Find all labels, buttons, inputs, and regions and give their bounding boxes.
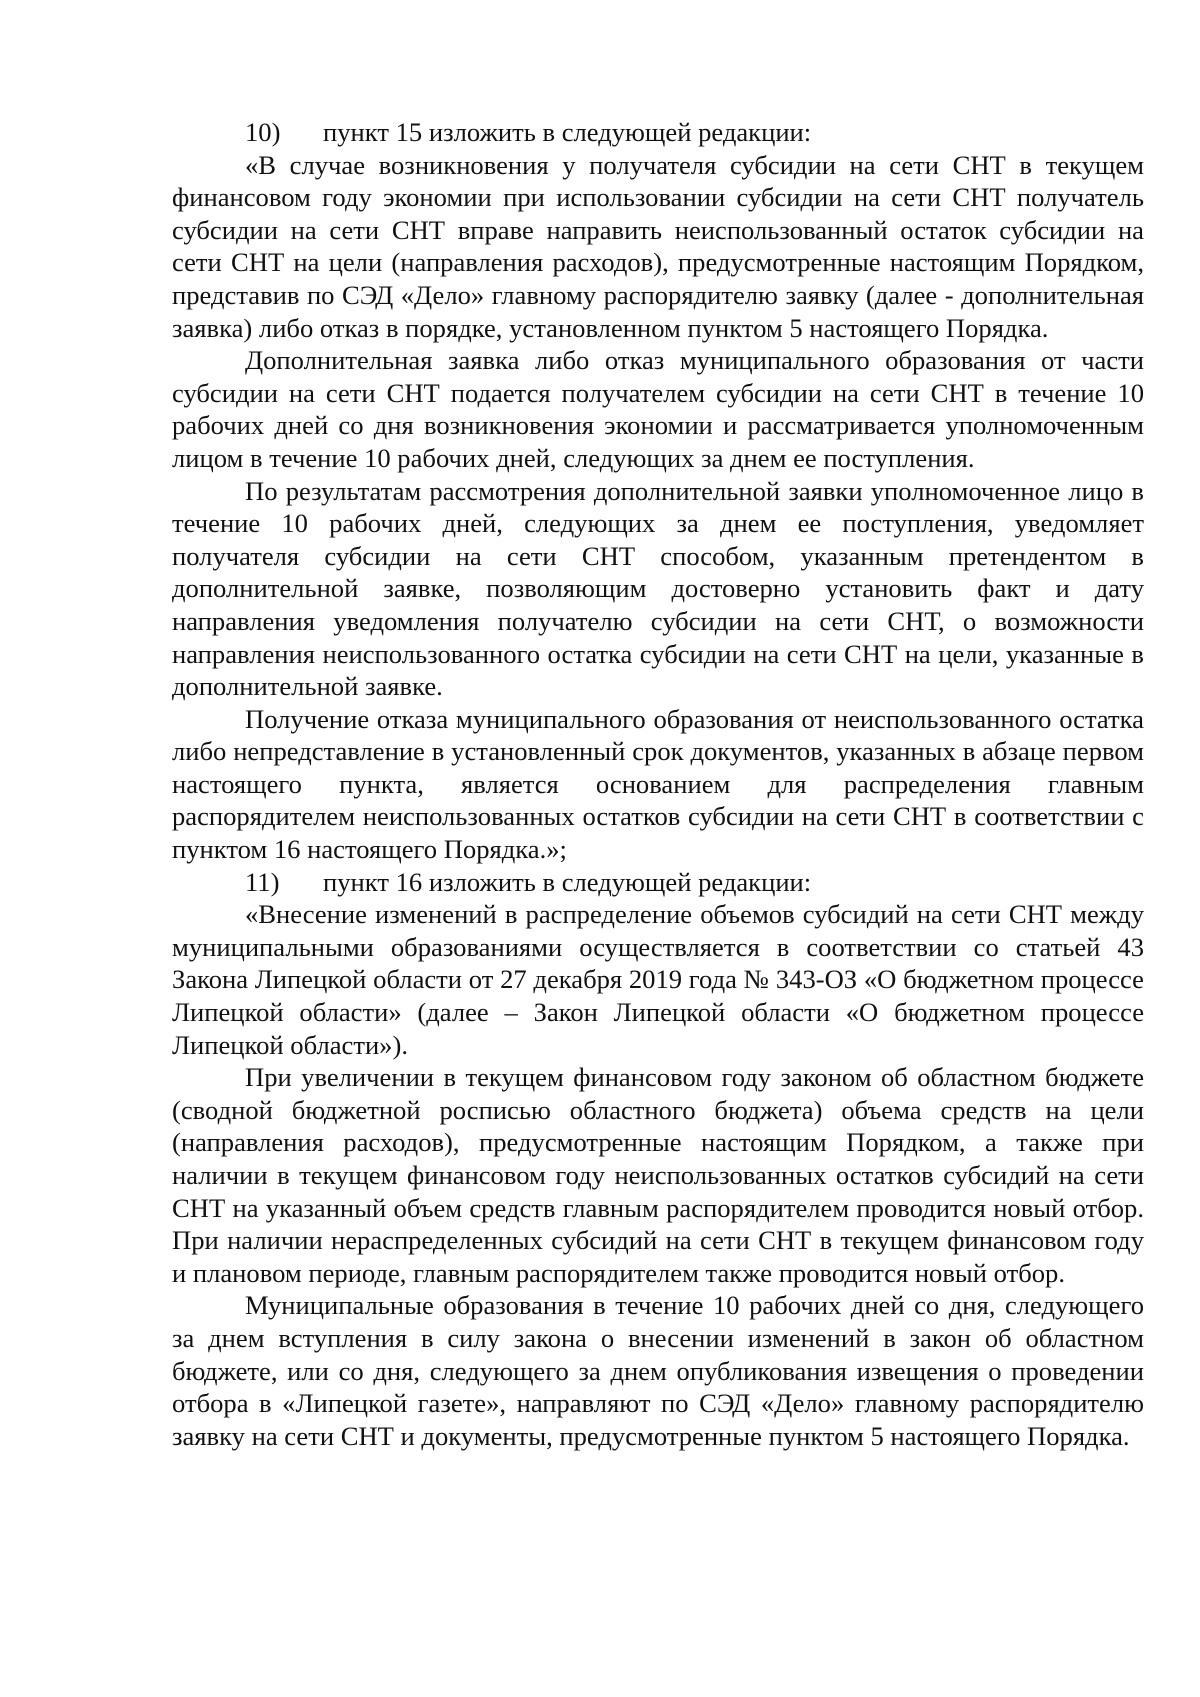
item-heading-10 [172, 116, 1144, 149]
item-heading-text: пункт 15 изложить в следующей редакции: [323, 117, 812, 147]
paragraph: Муниципальные образования в течение 10 рабочих дней со дня, следующего за днем вступления в силу закона о внесении изменений в закон об областном бюджете, или со дня, следующего за днем опубликования извещения о проведении отбора в «Липецкой газете», направляют по СЭД «Дело» главному распорядителю заявку на сети СНТ и документы, предусмотренные пунктом 5 настоящего Порядка. [172, 1290, 1144, 1451]
paragraph: По результатам рассмотрения дополнительной заявки уполномоченное лицо в течение 10 рабочих дней, следующих за днем ее поступления, уведомляет получателя субсидии на сети СНТ способом, указанным претендентом в дополнительной заявке, позволяющим достоверно установить факт и дату направления уведомления получателю субсидии на сети СНТ, о возможности направления неиспользованного остатка субсидии на сети СНТ на цели, указанные в дополнительной заявке. [172, 475, 1144, 702]
paragraph: «В случае возникновения у получателя субсидии на сети СНТ в текущем финансовом году экономии при использовании субсидии на сети СНТ получатель субсидии на сети СНТ вправе направить неиспользованный остаток субсидии на сети СНТ на цели (направления расходов), предусмотренные настоящим Порядком, представив по СЭД «Дело» главному распорядителю заявку (далее - дополнительная заявка) либо отказ в порядке, установленном пунктом 5 настоящего Порядка. [172, 149, 1144, 343]
paragraph: Получение отказа муниципального образования от неиспользованного остатка либо непредставление в установленный срок документов, указанных в абзаце первом настоящего пункта, является основанием для распределения главным распорядителем неиспользованных остатков субсидии на сети СНТ в соответствии с пунктом 16 настоящего Порядка.»; [172, 703, 1144, 865]
item-heading-11 [172, 866, 1144, 899]
item-number: 10) [245, 117, 281, 147]
paragraph: При увеличении в текущем финансовом году законом об областном бюджете (сводной бюджетной росписью областного бюджета) объема средств на цели (направления расходов), предусмотренные настоящим Порядком, а также при наличии в текущем финансовом году неиспользованных остатков субсидий на сети СНТ на указанный объем средств главным распорядителем проводится новый отбор. При наличии нераспределенных субсидий на сети СНТ в текущем финансовом году и плановом периоде, главным распорядителем также проводится новый отбор. [172, 1062, 1144, 1288]
item-heading-text: пункт 16 изложить в следующей редакции: [323, 866, 812, 897]
paragraph: «Внесение изменений в распределение объемов субсидий на сети СНТ между муниципальными образованиями осуществляется в соответствии со статьей 43 Закона Липецкой области от 27 декабря 2019 года № 343-ОЗ «О бюджетном процессе Липецкой области» (далее – Закон Липецкой области «О бюджетном процессе Липецкой области»). [172, 899, 1144, 1060]
item-number: 11) [245, 866, 280, 897]
paragraph: Дополнительная заявка либо отказ муниципального образования от части субсидии на сети СНТ подается получателем субсидии на сети СНТ в течение 10 рабочих дней со дня возникновения экономии и рассматривается уполномоченным лицом в течение 10 рабочих дней, следующих за днем ее поступления. [172, 345, 1144, 473]
document-page [172, 116, 1144, 1452]
